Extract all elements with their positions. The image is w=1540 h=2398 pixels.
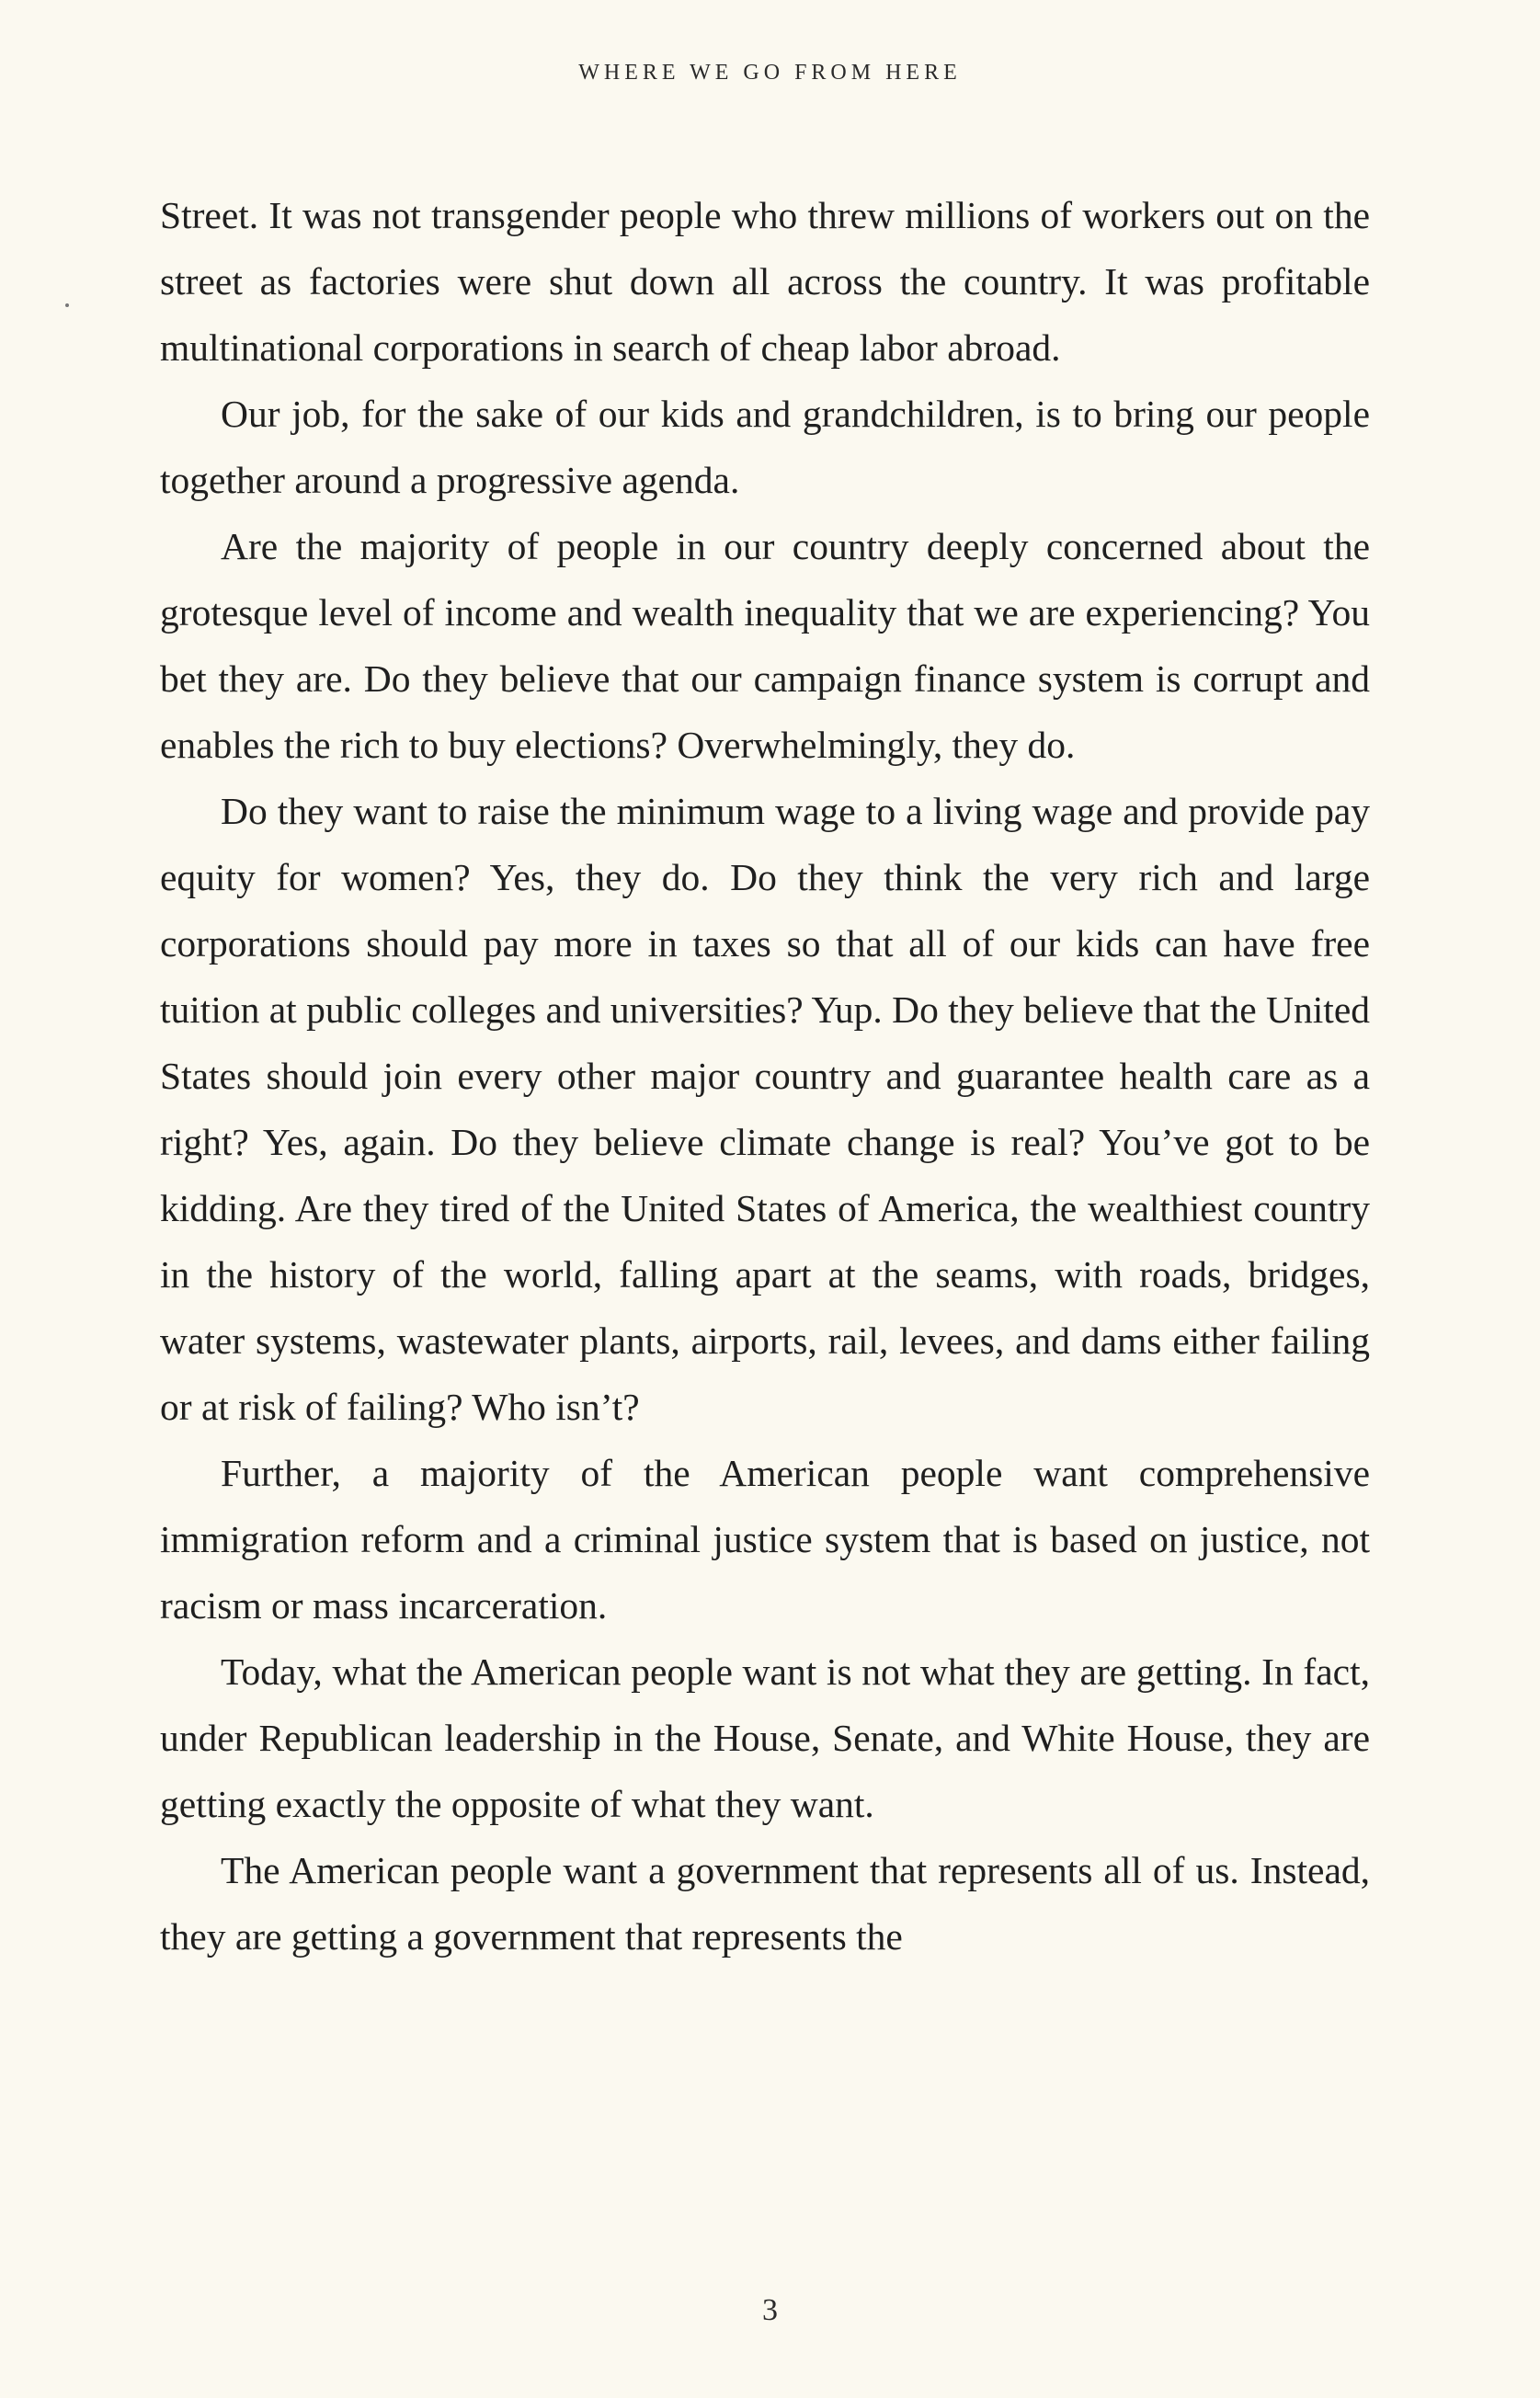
scan-speck (65, 303, 69, 307)
paragraph: Further, a majority of the American people want comprehensive immigration reform and a criminal justice system that is based on justice, not racism or mass incarceration. (160, 1452, 1370, 1627)
page-number: 3 (762, 2293, 778, 2327)
paragraph: Are the majority of people in our country deeply concerned about the grotesque level of income and wealth inequality that we are experiencing? You bet they are. Do they believe that our campaign finance system is corrupt and enables the rich to buy elections? Overwhelmingly, they do. (160, 525, 1370, 766)
paragraph: Today, what the American people want is not what they are getting. In fact, under Republican leadership in the House, Senate, and White House, they are getting exactly the opposite of what they want. (160, 1650, 1370, 1825)
paragraph: Do they want to raise the minimum wage to a living wage and provide pay equity for women? Yes, they do. Do they think the very rich and large corporations should pay more in taxes so that all of our kids can have free tuition at public colleges and universities? Yup. Do they believe that the United States should join every other major country and guarantee health care as a right? Yes, again. Do they believe climate change is real? You’ve got to be kidding. Are they tired of the United States of America, the wealthiest country in the history of the world, falling apart at the seams, with roads, bridges, water systems, wastewater plants, airports, rail, levees, and dams either failing or at risk of failing? Who isn’t? (160, 790, 1370, 1428)
body-text (160, 182, 1370, 1970)
running-head: WHERE WE GO FROM HERE (578, 61, 962, 85)
paragraph-continued: Street. It was not transgender people who threw millions of workers out on the street as factories were shut down all across the country. It was profitable multinational corporations in search of cheap labor abroad. (160, 194, 1370, 369)
paragraph: Our job, for the sake of our kids and grandchildren, is to bring our people together around a progressive agenda. (160, 393, 1370, 501)
paragraph: The American people want a government that represents all of us. Instead, they are getting a government that represents the (160, 1849, 1370, 1958)
